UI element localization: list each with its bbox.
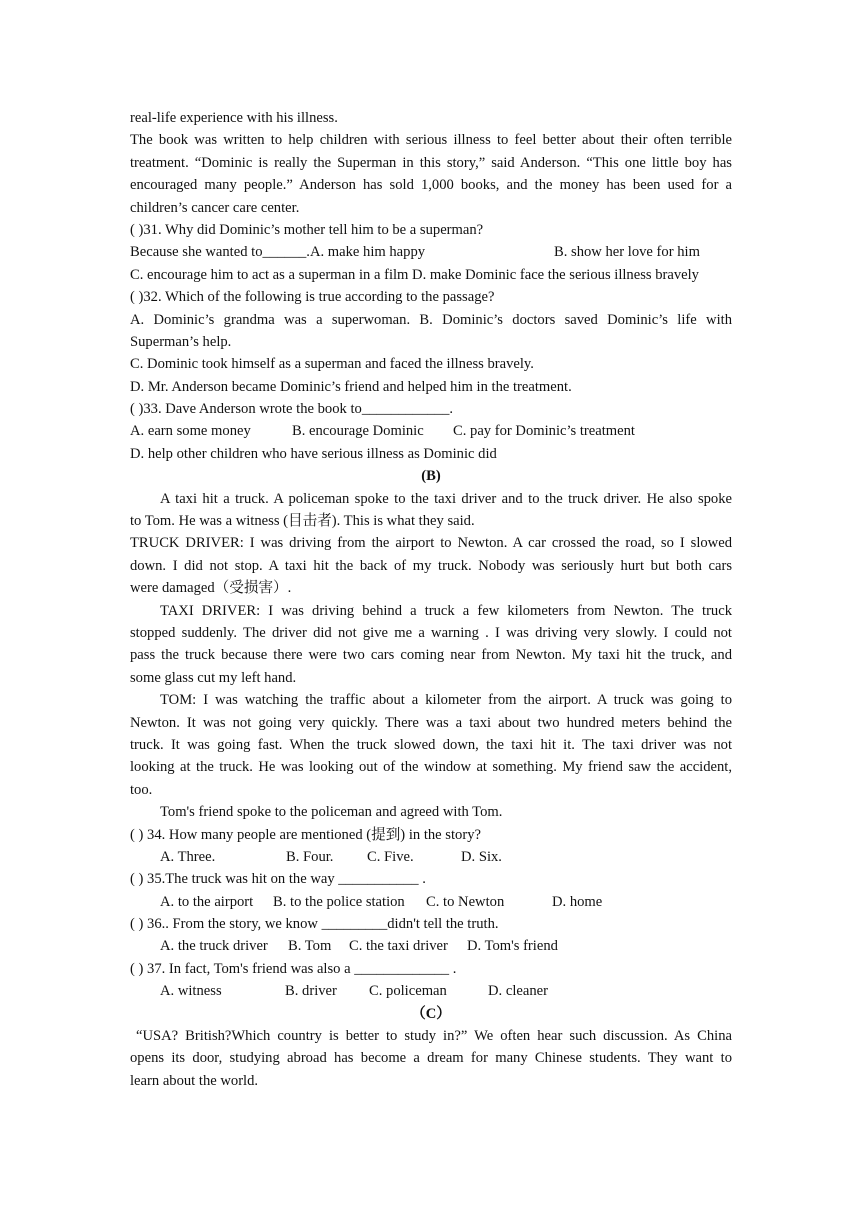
option-c: C. the taxi driver [349, 938, 448, 955]
question-37-options-row [130, 980, 732, 1002]
text-line: Tom's friend spoke to the policeman and agreed with Tom. [160, 804, 503, 821]
text-line: looking at the truck. He was looking out of the window at something. My friend saw the accident, [130, 759, 732, 776]
option-a: A. witness [160, 983, 222, 1000]
option-d: D. Six. [461, 848, 502, 865]
question-32-option-c: C. Dominic took himself as a superman and faced the illness bravely. [130, 356, 534, 373]
option-a: A. to the airport [160, 893, 254, 910]
text-line: treatment. “Dominic is really the Superman in this story,” said Anderson. “This one little boy has [130, 154, 732, 171]
option-a: A. the truck driver [160, 938, 268, 955]
text-line: TAXI DRIVER: I was driving behind a truck a few kilometers from Newton. The truck [160, 602, 732, 619]
text-line: TOM: I was watching the traffic about a kilometer from the airport. A truck was going to [160, 692, 732, 709]
text-line: Newton. It was not going very quickly. There was a taxi about two hundred meters behind the [130, 714, 732, 731]
option-c: C. to Newton [426, 893, 505, 910]
text-line: stopped suddenly. The driver did not give me a warning . I was driving very slowly. I could not [130, 624, 732, 641]
text-line: encouraged many people.” Anderson has sold 1,000 books, and the money has been used for a [130, 177, 732, 194]
text-line: “USA? British?Which country is better to study in?” We often hear such discussion. As China [136, 1028, 732, 1045]
text-line: A taxi hit a truck. A policeman spoke to the taxi driver and to the truck driver. He also spoke [160, 490, 732, 507]
text-line: truck. It was going fast. When the truck slowed down, the taxi hit it. The taxi driver was not [130, 736, 732, 753]
option-b: B. driver [285, 983, 337, 1000]
text-line: learn about the world. [130, 1072, 259, 1089]
option-d: D. home [552, 893, 603, 910]
option-d: D. Tom's friend [467, 938, 558, 955]
question-33: ( )33. Dave Anderson wrote the book to____________. [130, 401, 454, 418]
question-31-options-row [130, 241, 732, 263]
question-31-options-row-2: C. encourage him to act as a superman in a film D. make Dominic face the serious illness bravely [130, 266, 699, 283]
option-b: B. show her love for him [554, 244, 700, 261]
option-c: C. pay for Dominic’s treatment [453, 423, 635, 440]
option-c: C. Five. [367, 848, 414, 865]
option-b: B. Four. [286, 848, 334, 865]
question-37: ( ) 37. In fact, Tom's friend was also a _____________ . [130, 960, 457, 977]
option-c: C. policeman [369, 983, 447, 1000]
question-33-option-d: D. help other children who have serious illness as Dominic did [130, 445, 497, 462]
question-31: ( )31. Why did Dominic’s mother tell him to be a superman? [130, 221, 484, 238]
question-34: ( ) 34. How many people are mentioned (提到) in the story? [130, 826, 481, 843]
option-b: B. encourage Dominic [292, 423, 424, 440]
text-line: down. I did not stop. A taxi hit the back of my truck. Nobody was seriously hurt but both cars [130, 557, 732, 574]
section-heading-b: (B) [421, 468, 441, 485]
text-line: some glass cut my left hand. [130, 669, 297, 686]
option-b: B. Tom [288, 938, 332, 955]
question-36: ( ) 36.. From the story, we know _________didn't tell the truth. [130, 916, 499, 933]
option-b: B. to the police station [273, 893, 405, 910]
text-line: too. [130, 781, 153, 798]
option-d: D. cleaner [488, 983, 548, 1000]
text-line: were damaged（受损害）. [130, 580, 292, 597]
question-36-options-row [130, 935, 732, 957]
text-line: The book was written to help children with serious illness to feel better about their often terrible [130, 132, 732, 149]
text-line: Superman’s help. [130, 333, 232, 350]
question-32: ( )32. Which of the following is true according to the passage? [130, 289, 495, 306]
question-32-option-d: D. Mr. Anderson became Dominic’s friend and helped him in the treatment. [130, 378, 572, 395]
option-a: A. Three. [160, 848, 216, 865]
option-a: Because she wanted to______.A. make him happy [130, 244, 426, 261]
document-page [130, 107, 732, 1092]
text-line: to Tom. He was a witness (目击者). This is what they said. [130, 513, 475, 530]
text-line: TRUCK DRIVER: I was driving from the airport to Newton. A car crossed the road, so I slowed [130, 535, 732, 552]
section-heading-c: （C） [411, 1005, 451, 1022]
question-33-options-row [130, 420, 732, 442]
text-line: children’s cancer care center. [130, 199, 300, 216]
question-35-options-row [130, 891, 732, 913]
question-34-options-row [130, 846, 732, 868]
text-line: pass the truck because there were two cars coming near from Newton. My taxi hit the truck, and [130, 647, 732, 664]
text-line: opens its door, studying abroad has become a dream for many Chinese students. They want to [130, 1050, 732, 1067]
question-32-option-a-b: A. Dominic’s grandma was a superwoman. B. Dominic’s doctors saved Dominic’s life with [130, 311, 732, 328]
question-35: ( ) 35.The truck was hit on the way ___________ . [130, 871, 426, 888]
option-a: A. earn some money [130, 423, 251, 440]
text-line: real-life experience with his illness. [130, 110, 338, 126]
